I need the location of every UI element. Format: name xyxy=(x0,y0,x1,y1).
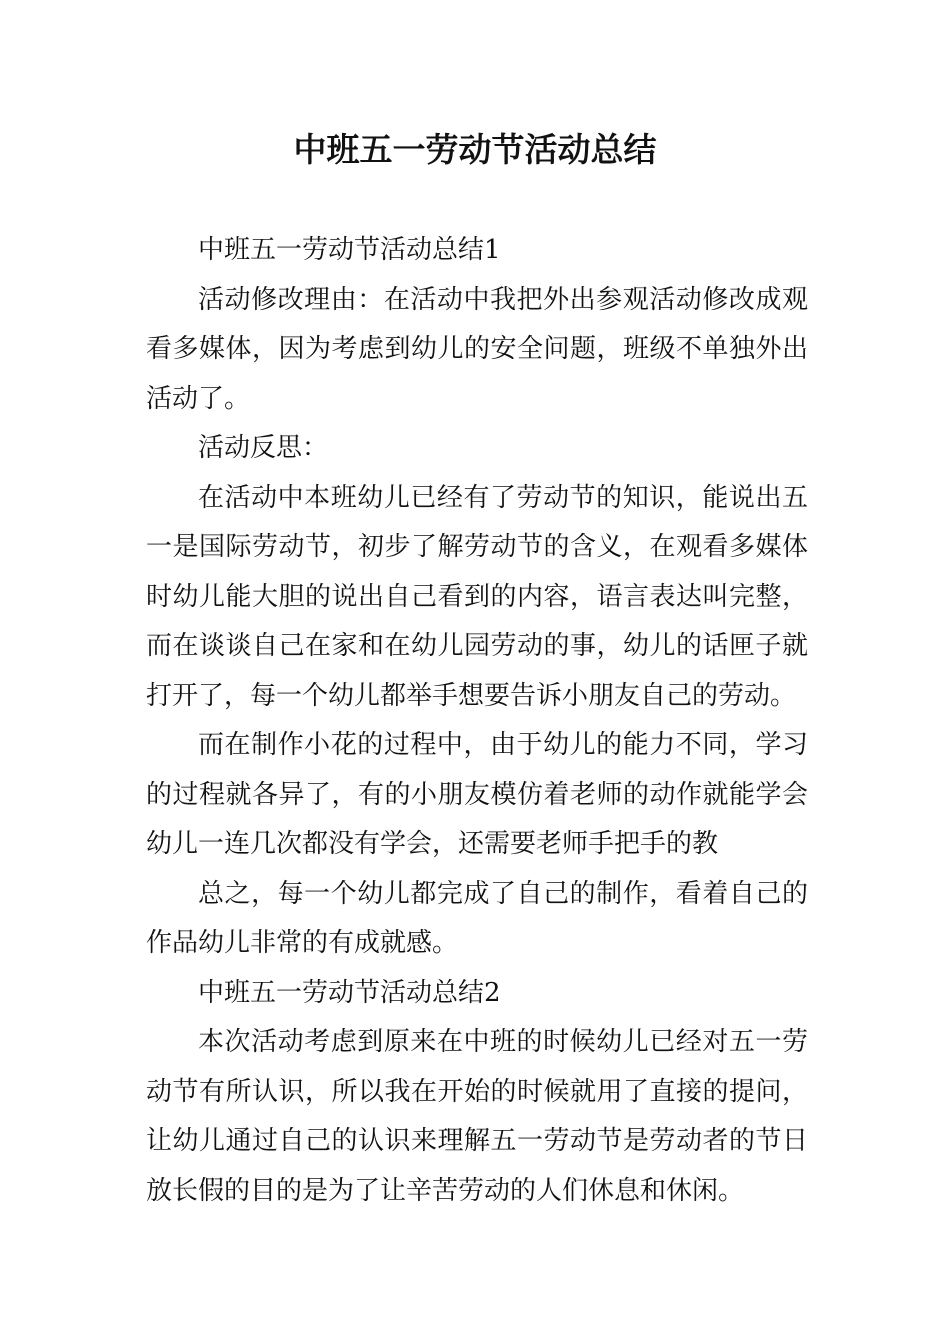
paragraph-section-heading-1: 中班五一劳动节活动总结1 xyxy=(198,235,501,265)
paragraph-modification-reason: 活动修改理由：在活动中我把外出参观活动修改成观看多媒体，因为考虑到幼儿的安全问题，班级不单独外出活动了。 xyxy=(146,284,808,414)
document-body xyxy=(146,226,808,1216)
paragraph-reflection-conclusion: 总之，每一个幼儿都完成了自己的制作，看着自己的作品幼儿非常的有成就感。 xyxy=(146,878,808,958)
paragraph-section-heading-2: 中班五一劳动节活动总结2 xyxy=(198,977,501,1008)
paragraph-reflection-flower-making: 而在制作小花的过程中，由于幼儿的能力不同，学习的过程就各异了，有的小朋友模仿着老师的动作就能学会幼儿一连几次都没有学会，还需要老师手把手的教 xyxy=(146,730,808,859)
paragraph-reflection-heading: 活动反思： xyxy=(198,433,329,463)
paragraph-reflection-knowledge: 在活动中本班幼儿已经有了劳动节的知识，能说出五一是国际劳动节，初步了解劳动节的含义，在观看多媒体时幼儿能大胆的说出自己看到的内容，语言表达叫完整，而在谈谈自己在家和在幼儿园劳动的事，幼儿的话匣子就打开了，每一个幼儿都举手想要告诉小朋友自己的劳动。 xyxy=(146,482,808,711)
document-title: 中班五一劳动节活动总结 xyxy=(293,130,657,169)
paragraph-section-2-body: 本次活动考虑到原来在中班的时候幼儿已经对五一劳动节有所认识，所以我在开始的时候就用了直接的提问，让幼儿通过自己的认识来理解五一劳动节是劳动者的节日放长假的目的是为了让辛苦劳动的人们休息和休闲。 xyxy=(146,1027,808,1206)
